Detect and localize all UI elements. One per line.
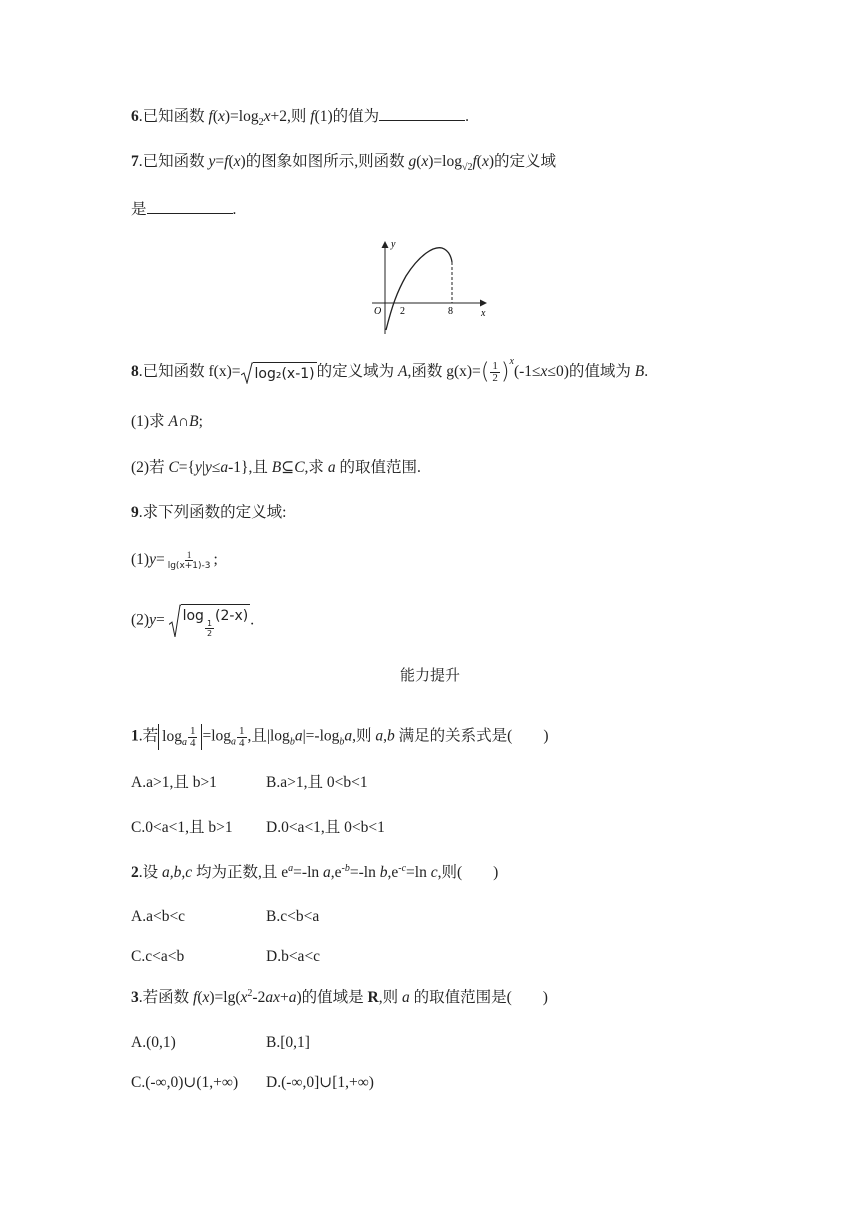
q8-A: A	[398, 363, 408, 381]
q8-2-y: y	[194, 459, 202, 476]
question-9-part2	[131, 604, 254, 638]
p3-number: 3	[131, 989, 139, 1006]
q8-x: x	[540, 363, 548, 381]
q8-2-c: |	[201, 459, 205, 476]
p3-aa: a	[288, 989, 297, 1006]
q9-2-a: (2)	[131, 611, 150, 629]
p1-frac	[188, 726, 198, 749]
p2-sup2: -b	[341, 862, 350, 874]
p2-e: =-ln	[349, 864, 380, 881]
tick-8-label: 8	[448, 306, 453, 317]
q9-2-sqrt	[169, 604, 251, 638]
p2-g: =ln	[406, 864, 431, 881]
q6-number: 6	[131, 108, 139, 125]
p3-f: f	[193, 989, 198, 1006]
p3-option-b[interactable]: B.[0,1]	[266, 1034, 310, 1051]
p1-sub4: b	[339, 736, 345, 748]
p2-a1: a	[323, 864, 331, 881]
p1-sub: a	[181, 737, 187, 749]
p2-c: =-ln	[293, 864, 324, 881]
p3-a2: a	[401, 989, 410, 1006]
p3-x: x	[202, 989, 210, 1006]
p1-f: a	[344, 727, 353, 745]
section-title: 能力提升	[399, 666, 460, 684]
question-7-line2	[131, 199, 236, 220]
q9-2-y: y	[149, 611, 156, 629]
q7-answer-blank[interactable]	[147, 199, 233, 214]
p1-options-row2	[131, 818, 385, 838]
q7-text3: )的定义域	[488, 153, 557, 170]
q7-x2: x	[421, 153, 429, 170]
p1-answer-paren[interactable]: )	[512, 727, 549, 745]
q9-2-log: log	[182, 608, 204, 624]
q7-period: .	[232, 201, 237, 218]
curve	[386, 248, 452, 330]
p1-frac-den: 4	[189, 737, 196, 749]
q6-x: x	[218, 108, 225, 125]
p2-f: ,e	[387, 864, 399, 881]
problem-2	[131, 863, 498, 883]
q9-2-base-frac	[205, 619, 214, 638]
p2-d: ,e	[330, 864, 342, 881]
p1-frac2-num: 1	[239, 724, 245, 737]
p3-c: )=lg(	[209, 989, 241, 1006]
q8-2-e: -1},且	[228, 459, 272, 476]
p1-frac2	[237, 726, 247, 749]
p1-number: 1	[131, 727, 139, 745]
q6-x2: x	[263, 108, 271, 125]
p3-ax: ax	[265, 989, 280, 1006]
p1-c: ,且|log	[247, 727, 290, 745]
p1-sub2: a	[231, 736, 237, 748]
p2-b: 均为正数,且 e	[192, 864, 289, 881]
q8-2-a: (2)若	[131, 459, 169, 476]
q9-1-a: (1)	[131, 551, 150, 569]
p1-abs	[158, 724, 202, 750]
question-8-part2	[131, 458, 421, 478]
q9-number: 9	[131, 504, 139, 521]
p1-comma: ,	[383, 727, 388, 745]
q7-text2: )的图象如图所示,则函数	[240, 153, 409, 170]
q8-sqrt	[241, 362, 317, 384]
q7-log-base: √2	[461, 162, 473, 174]
p2-option-b[interactable]: B.c<b<a	[266, 908, 320, 925]
p3-option-c[interactable]: C.(-∞,0)∪(1,+∞)	[131, 1074, 239, 1091]
p3-R: R	[367, 989, 379, 1006]
problem-1	[131, 724, 548, 750]
p2-option-c[interactable]: C.c<a<b	[131, 948, 185, 965]
q6-answer-blank[interactable]	[379, 106, 465, 121]
q8-rparen: )	[500, 359, 510, 385]
tick-2-label: 2	[400, 306, 405, 317]
p3-sup: 2	[247, 987, 253, 999]
p2-sup1: a	[288, 862, 294, 874]
q6-log-base: 2	[258, 117, 264, 129]
p2-sup3: -c	[398, 862, 407, 874]
p1-g: ,则	[352, 727, 376, 745]
q7-log: )=log	[428, 153, 462, 170]
q6-text: .已知函数	[138, 108, 209, 125]
p1-a: .若	[138, 727, 159, 745]
p1-options-row1	[131, 773, 368, 793]
q7-shi: 是	[131, 201, 147, 218]
question-8-part1	[131, 412, 203, 432]
p3-option-a[interactable]: A.(0,1)	[131, 1034, 176, 1051]
q8-period: .	[644, 363, 649, 381]
p2-h: ,则(	[437, 864, 463, 881]
q9-2-base-num: 1	[206, 619, 213, 628]
p2-answer-paren[interactable]: )	[462, 864, 499, 881]
q8-2-y2: y	[204, 459, 212, 476]
p3-d: -2	[252, 989, 266, 1006]
q6-text2: +2,则	[270, 108, 311, 125]
q7-f2: f	[472, 153, 477, 170]
q9-1-y: y	[149, 551, 156, 569]
question-7	[131, 152, 556, 172]
p2-b1: b	[379, 864, 388, 881]
p1-a-var: a	[375, 727, 384, 745]
origin-label: O	[374, 306, 382, 317]
p3-options-row2	[131, 1073, 374, 1093]
p3-a: .若函数	[138, 989, 194, 1006]
p2-number: 2	[131, 864, 139, 881]
q8-text: .已知函数	[138, 363, 209, 381]
q8-radicand: log₂(x-1)	[253, 362, 317, 384]
p1-frac-num: 1	[189, 725, 196, 737]
q8-2-d: ≤	[211, 459, 221, 476]
q8-2-b: ={	[178, 459, 195, 476]
p3-b: (	[197, 989, 203, 1006]
q6-log: )=log	[224, 108, 259, 125]
p1-b-var: b	[387, 727, 395, 745]
p3-x2: x	[240, 989, 248, 1006]
q8-number: 8	[131, 363, 139, 381]
q7-x: x	[233, 153, 241, 170]
q7-number: 7	[131, 153, 139, 170]
q8-frac-den: 2	[492, 372, 498, 384]
p3-g: ,则	[378, 989, 402, 1006]
question-9-part1	[131, 550, 218, 571]
q8-2-g: 的取值范围.	[335, 459, 421, 476]
p1-d: a	[294, 727, 303, 745]
x-label: x	[481, 308, 486, 319]
q8-B: B	[634, 363, 645, 381]
q7-f: f	[224, 153, 229, 170]
question-9	[131, 503, 286, 523]
p3-f2: )的值域是	[296, 989, 368, 1006]
q9-2-arg: (2-x)	[215, 608, 249, 624]
question-8	[131, 355, 649, 385]
p1-option-d[interactable]: D.0<a<1,且 0<b<1	[266, 819, 385, 836]
q7-paren3: (	[476, 153, 482, 170]
q6-f: f	[208, 108, 213, 125]
q8-exponent: x	[509, 355, 514, 367]
p3-answer-paren[interactable]: )	[511, 989, 548, 1006]
q8-2-f: ,求	[304, 459, 328, 476]
q9-1-frac	[166, 550, 213, 571]
q7-y: y	[208, 153, 216, 170]
q8-text3: ,函数 g(x)=	[407, 363, 481, 381]
p2-options-row2	[131, 947, 320, 967]
question-6	[131, 106, 469, 127]
q6-text3: (1)的值为	[314, 108, 380, 125]
p2-a: .设	[138, 864, 163, 881]
q7-g: g	[408, 153, 417, 170]
q8-text2: 的定义域为	[316, 363, 399, 381]
q7-paren2: (	[416, 153, 422, 170]
p2-options-row1	[131, 907, 319, 927]
problem-3	[131, 988, 548, 1008]
p3-e: +	[279, 989, 289, 1006]
q8-2-aa: a	[220, 459, 229, 476]
q9-1-den: lg(x+1)-3	[167, 561, 211, 571]
p1-i: 满足的关系式是(	[394, 727, 513, 745]
p1-log: log	[162, 728, 182, 746]
q8-1-expr: A∩B	[168, 413, 199, 430]
q6-period: .	[465, 108, 470, 125]
q8-fx: f(x)=	[208, 363, 241, 381]
q9-1-end: ;	[213, 551, 218, 569]
p1-e: |=-log	[302, 727, 340, 745]
q8-2-C: C	[168, 459, 179, 476]
p3-h: 的取值范围是(	[409, 989, 512, 1006]
p2-c1: c	[430, 864, 438, 881]
q9-2-radicand	[181, 604, 251, 638]
q9-2-base-den: 2	[206, 629, 213, 638]
q8-1-text: (1)求	[131, 413, 169, 430]
q9-2-end: .	[250, 611, 255, 629]
q8-text4: (-1≤	[513, 363, 541, 381]
q6-f1: f	[310, 108, 315, 125]
p1-option-c[interactable]: C.0<a<1,且 b>1	[131, 819, 233, 836]
q8-1-end: ;	[198, 413, 203, 430]
p2-option-a[interactable]: A.a<b<c	[131, 908, 186, 925]
q6-paren: (	[212, 108, 218, 125]
p3-options-row1	[131, 1033, 310, 1053]
q8-2-bsubc: B⊆C	[271, 459, 305, 476]
q9-1-num: 1	[186, 550, 192, 560]
q9-text: .求下列函数的定义域:	[138, 504, 287, 521]
p1-frac2-den: 4	[239, 736, 245, 749]
q8-lparen: (	[480, 359, 490, 385]
q8-2-a2: a	[327, 459, 336, 476]
p2-abc: a,b,c	[162, 864, 193, 881]
q7-eq: =	[215, 153, 225, 170]
p1-option-a[interactable]: A.a>1,且 b>1	[131, 774, 217, 791]
q9-2-eq: =	[155, 611, 169, 629]
q7-text: .已知函数	[138, 153, 209, 170]
p1-sub3: b	[289, 736, 295, 748]
q8-frac	[490, 361, 500, 384]
q8-frac-num: 1	[492, 360, 498, 372]
p1-option-b[interactable]: B.a>1,且 0<b<1	[266, 774, 368, 791]
function-graph	[364, 236, 494, 340]
p3-option-d[interactable]: D.(-∞,0]∪[1,+∞)	[266, 1074, 374, 1091]
q7-x3: x	[481, 153, 489, 170]
y-label: y	[391, 239, 396, 250]
p1-b: =log	[202, 727, 232, 745]
p2-option-d[interactable]: D.b<a<c	[266, 948, 321, 965]
q9-1-eq: =	[155, 551, 165, 569]
q8-text5: ≤0)的值域为	[547, 363, 635, 381]
q7-paren: (	[228, 153, 234, 170]
